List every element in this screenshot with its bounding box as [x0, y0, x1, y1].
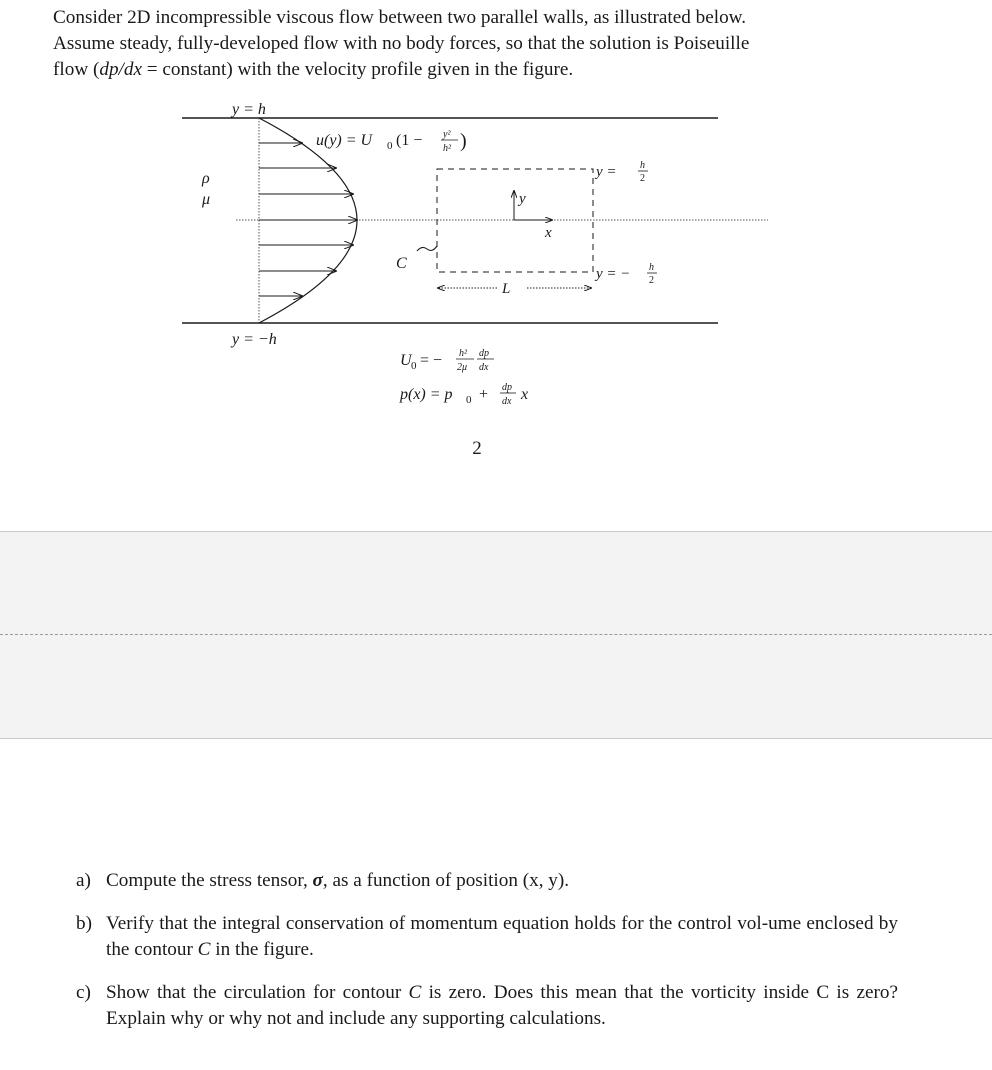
- p-x: x: [521, 386, 529, 403]
- label-length: L: [502, 281, 511, 297]
- question-c: [76, 980, 898, 1032]
- p-frac-den: dx: [502, 396, 512, 407]
- label-viscosity: μ: [202, 191, 211, 208]
- label-cv-top-num: h: [640, 160, 645, 171]
- label-bottom-wall: y = −h: [232, 331, 277, 348]
- intro-line-3-post: = constant) with the velocity profile given in the figure.: [142, 59, 574, 80]
- u0-lhs: U: [400, 352, 412, 369]
- intro-line-2: Assume steady, fully-developed flow with no body forces, so that the solution is Poiseuille: [53, 33, 750, 54]
- profile-eq-open: (1 −: [396, 132, 423, 149]
- question-text-post: , as a function of position (x, y).: [322, 870, 570, 891]
- u0-frac1-den: 2μ: [457, 362, 468, 373]
- label-cv-bottom-num: h: [649, 262, 654, 273]
- figure-svg: [0, 95, 992, 425]
- p-sub: 0: [466, 394, 472, 406]
- question-marker: a): [76, 870, 91, 891]
- label-axis-x: x: [545, 225, 552, 241]
- label-cv-bottom-den: 2: [649, 275, 654, 286]
- question-math: σ: [312, 870, 323, 891]
- label-contour: C: [396, 255, 407, 272]
- label-top-wall: y = h: [232, 101, 266, 118]
- question-text-pre: Show that the circulation for contour: [106, 982, 409, 1003]
- intro-line-3-math: dp/dx: [99, 59, 142, 80]
- u0-frac1-num: h²: [459, 348, 467, 359]
- page-top: [0, 0, 992, 530]
- question-marker: b): [76, 913, 92, 934]
- contour-pointer: [417, 246, 437, 251]
- intro-line-1: Consider 2D incompressible viscous flow between two parallel walls, as illustrated below.: [53, 7, 747, 28]
- intro-line-3: [53, 57, 899, 83]
- intro-line-3-pre: flow (: [53, 59, 100, 80]
- profile-frac-num: y²: [443, 129, 451, 140]
- profile-eq-close: ): [460, 130, 467, 152]
- question-list: [76, 868, 898, 1049]
- page-number: 2: [472, 438, 482, 459]
- label-cv-top-pre: y =: [596, 164, 617, 180]
- page-gap: [0, 531, 992, 739]
- problem-statement: [53, 5, 899, 83]
- profile-frac-den: h²: [443, 143, 451, 154]
- label-cv-bottom-pre: y = −: [596, 266, 631, 282]
- page-break-dashed-line: [0, 634, 992, 635]
- profile-eq-lhs: u(y) = U: [316, 132, 373, 149]
- question-text-post: in the figure.: [210, 939, 314, 960]
- p-plus: +: [479, 386, 489, 403]
- u0-eq: = −: [420, 352, 443, 369]
- u0-sub: 0: [411, 360, 417, 372]
- poiseuille-flow-figure: [0, 95, 992, 425]
- p-frac-num: dp: [502, 382, 512, 393]
- u0-frac2-den: dx: [479, 362, 489, 373]
- question-text-pre: Verify that the integral conservation of momentum equation holds for the control vol-ume enclosed by the contour: [106, 913, 898, 960]
- question-math: C: [197, 939, 211, 960]
- label-cv-top-den: 2: [640, 173, 645, 184]
- p-lhs: p(x) = p: [400, 386, 453, 403]
- question-math: C: [408, 982, 422, 1003]
- question-text-post: is zero. Does this mean that the vorticity inside C is zero? Explain why or why not and include any supporting calculations.: [106, 982, 898, 1029]
- question-a: [76, 868, 898, 894]
- question-text-pre: Compute the stress tensor,: [106, 870, 313, 891]
- u0-frac2-num: dp: [479, 348, 489, 359]
- question-marker: c): [76, 982, 91, 1003]
- profile-eq-sub: 0: [387, 140, 393, 152]
- label-axis-y: y: [519, 191, 526, 207]
- label-density: ρ: [202, 170, 210, 187]
- question-b: [76, 911, 898, 963]
